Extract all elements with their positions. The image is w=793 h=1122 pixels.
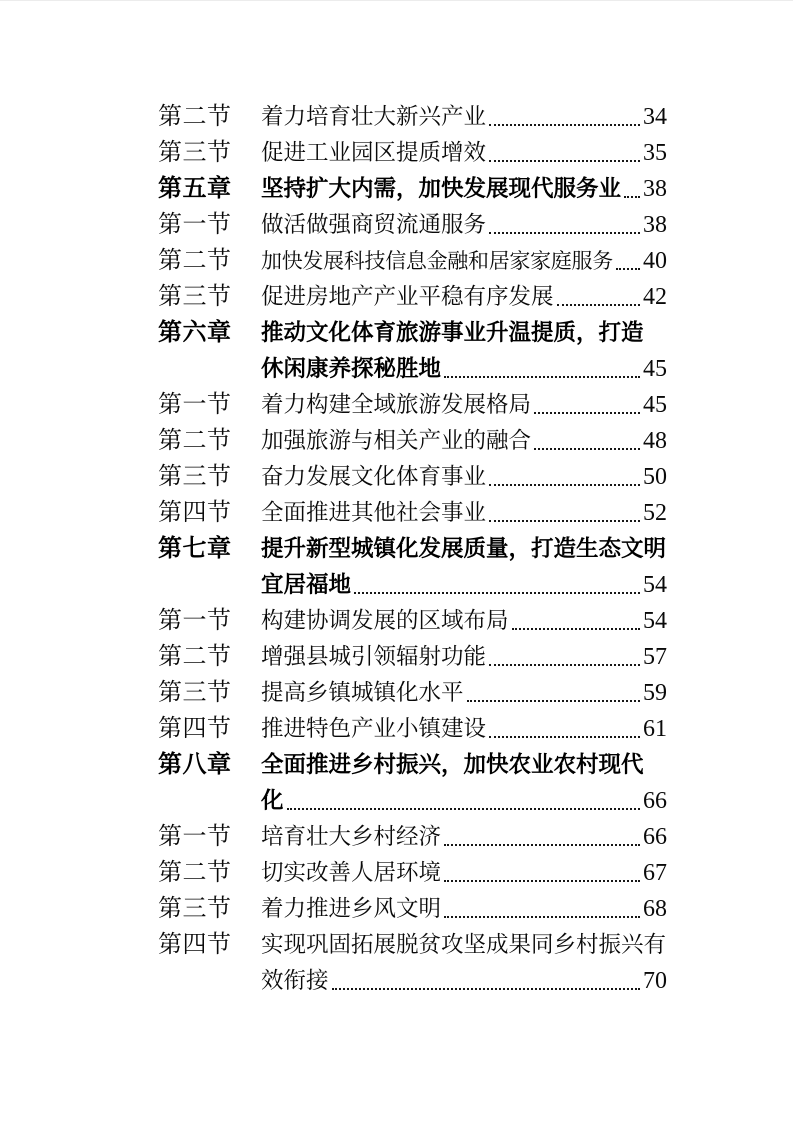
page-number: 68 bbox=[643, 896, 667, 922]
toc-entry-label: 第四节 bbox=[158, 500, 232, 526]
dot-leader-icon bbox=[444, 844, 640, 846]
toc-entry-title: 提升新型城镇化发展质量，打造生态文明 bbox=[261, 536, 667, 561]
toc-entry-label: 第四节 bbox=[158, 932, 232, 958]
toc-row bbox=[158, 747, 667, 783]
toc-row bbox=[158, 459, 667, 495]
toc-row bbox=[158, 423, 667, 459]
page-number: 48 bbox=[643, 428, 667, 454]
toc-entry-title: 着力推进乡风文明 bbox=[261, 896, 442, 921]
toc-entry-title: 构建协调发展的区域布局 bbox=[261, 608, 509, 633]
dot-leader-icon bbox=[534, 448, 640, 450]
toc-row bbox=[158, 207, 667, 243]
toc-entry-label: 第一节 bbox=[158, 212, 232, 238]
toc-entry-label: 第一节 bbox=[158, 392, 232, 418]
toc-entry-title: 效衔接 bbox=[261, 968, 329, 993]
page-number: 38 bbox=[643, 176, 667, 202]
page-number: 57 bbox=[643, 644, 667, 670]
page-number: 54 bbox=[643, 572, 667, 598]
toc-entry-title: 休闲康养探秘胜地 bbox=[261, 356, 442, 381]
page-number: 54 bbox=[643, 608, 667, 634]
table-of-contents bbox=[158, 99, 667, 999]
toc-entry-label: 第六章 bbox=[158, 320, 232, 346]
dot-leader-icon bbox=[489, 232, 640, 234]
dot-leader-icon bbox=[624, 196, 640, 198]
toc-entry-title: 宜居福地 bbox=[261, 572, 352, 597]
dot-leader-icon bbox=[467, 700, 640, 702]
toc-row bbox=[158, 963, 667, 999]
toc-entry-title: 推进特色产业小镇建设 bbox=[261, 716, 487, 741]
toc-entry-title: 着力构建全域旅游发展格局 bbox=[261, 392, 532, 417]
page-number: 34 bbox=[643, 104, 667, 130]
dot-leader-icon bbox=[489, 484, 640, 486]
toc-entry-title: 增强县城引领辐射功能 bbox=[261, 644, 487, 669]
dot-leader-icon bbox=[489, 520, 640, 522]
page-number: 38 bbox=[643, 212, 667, 238]
toc-row bbox=[158, 531, 667, 567]
dot-leader-icon bbox=[489, 736, 640, 738]
toc-row bbox=[158, 243, 667, 279]
toc-entry-title: 全面推进乡村振兴，加快农业农村现代 bbox=[261, 752, 644, 777]
dot-leader-icon bbox=[444, 880, 640, 882]
dot-leader-icon bbox=[489, 664, 640, 666]
dot-leader-icon bbox=[512, 628, 640, 630]
toc-entry-title: 推动文化体育旅游事业升温提质，打造 bbox=[261, 320, 644, 345]
toc-row bbox=[158, 495, 667, 531]
toc-entry-label: 第一节 bbox=[158, 824, 232, 850]
toc-entry-title: 加快发展科技信息金融和居家家庭服务 bbox=[261, 249, 613, 273]
toc-row bbox=[158, 99, 667, 135]
toc-entry-title: 奋力发展文化体育事业 bbox=[261, 464, 487, 489]
toc-row bbox=[158, 639, 667, 675]
page-number: 45 bbox=[643, 356, 667, 382]
toc-entry-label: 第二节 bbox=[158, 248, 232, 274]
toc-entry-label: 第五章 bbox=[158, 176, 232, 202]
toc-entry-label: 第八章 bbox=[158, 752, 232, 778]
page-number: 35 bbox=[643, 140, 667, 166]
toc-entry-title: 做活做强商贸流通服务 bbox=[261, 212, 487, 237]
toc-row bbox=[158, 855, 667, 891]
page-number: 66 bbox=[643, 788, 667, 814]
page-number: 59 bbox=[643, 680, 667, 706]
toc-row bbox=[158, 135, 667, 171]
toc-entry-title: 化 bbox=[261, 788, 284, 813]
toc-entry-title: 促进房地产产业平稳有序发展 bbox=[261, 284, 554, 309]
toc-entry-title: 加强旅游与相关产业的融合 bbox=[261, 428, 532, 453]
toc-row bbox=[158, 351, 667, 387]
toc-entry-label: 第二节 bbox=[158, 644, 232, 670]
toc-entry-label: 第二节 bbox=[158, 428, 232, 454]
toc-row bbox=[158, 783, 667, 819]
toc-entry-label: 第三节 bbox=[158, 284, 232, 310]
toc-row bbox=[158, 387, 667, 423]
toc-row bbox=[158, 171, 667, 207]
dot-leader-icon bbox=[534, 412, 640, 414]
toc-entry-title: 提高乡镇城镇化水平 bbox=[261, 680, 464, 705]
dot-leader-icon bbox=[287, 808, 640, 810]
dot-leader-icon bbox=[489, 160, 640, 162]
toc-entry-label: 第三节 bbox=[158, 464, 232, 490]
toc-entry-title: 培育壮大乡村经济 bbox=[261, 824, 442, 849]
dot-leader-icon bbox=[557, 304, 640, 306]
page-number: 70 bbox=[643, 968, 667, 994]
toc-row bbox=[158, 279, 667, 315]
toc-entry-label: 第二节 bbox=[158, 860, 232, 886]
page-number: 40 bbox=[643, 248, 667, 274]
dot-leader-icon bbox=[616, 268, 640, 270]
dot-leader-icon bbox=[354, 592, 640, 594]
toc-row bbox=[158, 819, 667, 855]
page-number: 50 bbox=[643, 464, 667, 490]
toc-entry-label: 第三节 bbox=[158, 896, 232, 922]
toc-row bbox=[158, 315, 667, 351]
toc-row bbox=[158, 567, 667, 603]
toc-row bbox=[158, 927, 667, 963]
toc-entry-label: 第一节 bbox=[158, 608, 232, 634]
toc-entry-title: 促进工业园区提质增效 bbox=[261, 140, 487, 165]
toc-entry-title: 全面推进其他社会事业 bbox=[261, 500, 487, 525]
page-number: 45 bbox=[643, 392, 667, 418]
dot-leader-icon bbox=[489, 124, 640, 126]
dot-leader-icon bbox=[444, 376, 640, 378]
page-number: 52 bbox=[643, 500, 667, 526]
toc-row bbox=[158, 603, 667, 639]
toc-entry-title: 实现巩固拓展脱贫攻坚成果同乡村振兴有 bbox=[261, 932, 667, 957]
page-number: 42 bbox=[643, 284, 667, 310]
page-number: 67 bbox=[643, 860, 667, 886]
toc-row bbox=[158, 891, 667, 927]
page-number: 66 bbox=[643, 824, 667, 850]
toc-entry-label: 第三节 bbox=[158, 140, 232, 166]
toc-entry-label: 第三节 bbox=[158, 680, 232, 706]
toc-entry-label: 第二节 bbox=[158, 104, 232, 130]
toc-entry-title: 着力培育壮大新兴产业 bbox=[261, 104, 487, 129]
toc-row bbox=[158, 675, 667, 711]
toc-entry-title: 切实改善人居环境 bbox=[261, 860, 442, 885]
dot-leader-icon bbox=[444, 916, 640, 918]
page-number: 61 bbox=[643, 716, 667, 742]
dot-leader-icon bbox=[332, 988, 640, 990]
toc-row bbox=[158, 711, 667, 747]
toc-entry-label: 第七章 bbox=[158, 536, 232, 562]
toc-entry-label: 第四节 bbox=[158, 716, 232, 742]
toc-entry-title: 坚持扩大内需，加快发展现代服务业 bbox=[261, 176, 622, 201]
